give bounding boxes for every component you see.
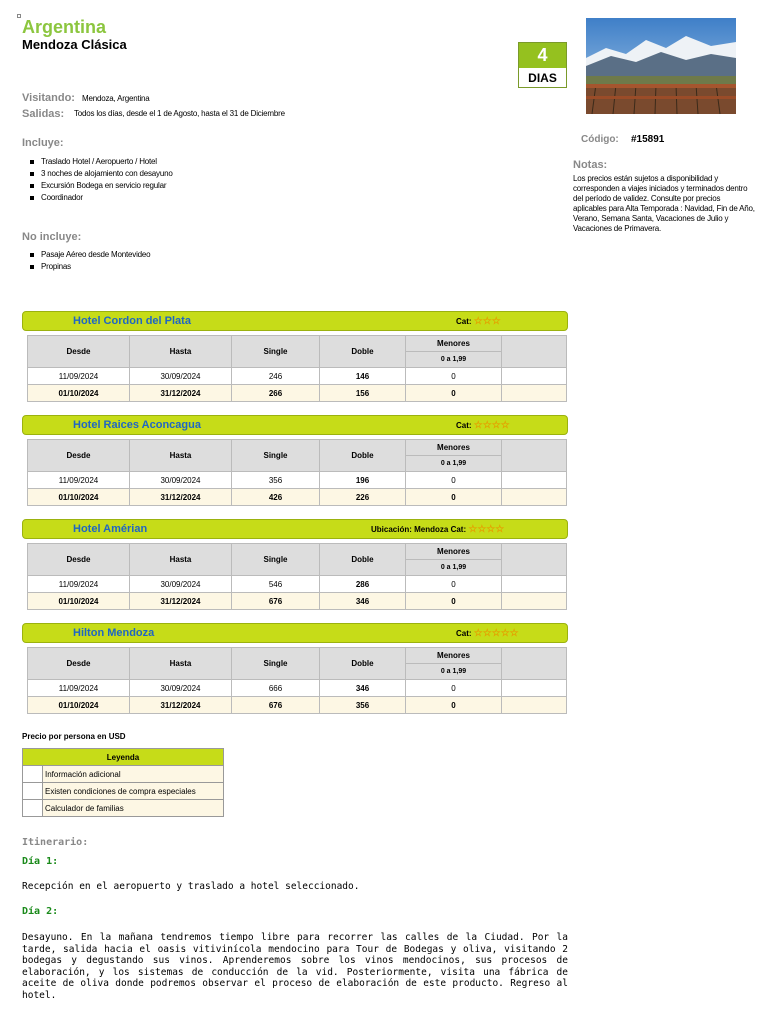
category-label: Ubicación: Mendoza Cat: bbox=[371, 525, 467, 534]
salidas-label: Salidas: bbox=[22, 108, 65, 120]
legend-item-info: Información adicional bbox=[43, 766, 224, 783]
visitando-label: Visitando: bbox=[22, 92, 75, 104]
cell-single: 666 bbox=[232, 680, 320, 697]
col-hasta: Hasta bbox=[130, 336, 232, 368]
cell-doble: 356 bbox=[320, 697, 406, 714]
notes-label: Notas: bbox=[573, 159, 608, 171]
table-row bbox=[28, 472, 567, 489]
col-desde: Desde bbox=[28, 544, 130, 576]
cell-menores: 0 bbox=[406, 697, 502, 714]
days-number: 4 bbox=[519, 43, 566, 68]
hotel-name-link[interactable]: Hilton Mendoza bbox=[73, 627, 155, 639]
legend-item-family: Calculador de familias bbox=[43, 800, 224, 817]
table-row bbox=[28, 385, 567, 402]
cell-single: 676 bbox=[232, 593, 320, 610]
star-rating-icon: ☆☆☆☆ bbox=[468, 524, 505, 535]
col-hasta: Hasta bbox=[130, 648, 232, 680]
col-hasta: Hasta bbox=[130, 440, 232, 472]
cell-desde: 01/10/2024 bbox=[28, 697, 130, 714]
rates-table bbox=[27, 439, 567, 506]
day-1-text: Recepción en el aeropuerto y traslado a hotel seleccionado. bbox=[22, 881, 360, 892]
cell-single: 356 bbox=[232, 472, 320, 489]
hotel-block bbox=[22, 623, 568, 714]
category-label: Cat: bbox=[456, 317, 472, 326]
cell-doble: 226 bbox=[320, 489, 406, 506]
list-item: Excursión Bodega en servicio regular bbox=[22, 180, 173, 192]
col-desde: Desde bbox=[28, 440, 130, 472]
cell-desde: 01/10/2024 bbox=[28, 385, 130, 402]
cell-hasta: 31/12/2024 bbox=[130, 489, 232, 506]
table-row bbox=[28, 368, 567, 385]
hotel-name-link[interactable]: Hotel Amérian bbox=[73, 523, 148, 535]
col-empty bbox=[502, 336, 567, 368]
hotel-block bbox=[22, 519, 568, 610]
col-single: Single bbox=[232, 648, 320, 680]
cell-single: 426 bbox=[232, 489, 320, 506]
cell-hasta: 30/09/2024 bbox=[130, 472, 232, 489]
rates-table bbox=[27, 647, 567, 714]
hotel-category bbox=[456, 316, 501, 327]
hotel-header-bar bbox=[22, 623, 568, 643]
cell-menores: 0 bbox=[406, 593, 502, 610]
hotel-header-bar bbox=[22, 311, 568, 331]
list-item: Coordinador bbox=[22, 192, 173, 204]
code-value: #15891 bbox=[631, 134, 665, 145]
excludes-label: No incluye: bbox=[22, 231, 82, 243]
notes-text: Los precios están sujetos a disponibilidad y corresponden a viajes iniciados y terminados dentro del período de validez. Consulte por precios aplicables para Alta Temporada : Navidad, Fin de Año, Verano, Semana Santa, Vacaciones de Julio y Vacaciones de Primavera. bbox=[573, 174, 755, 233]
col-menores: Menores bbox=[406, 440, 502, 456]
cell-empty bbox=[502, 593, 567, 610]
corner-marker bbox=[17, 14, 21, 18]
hotel-block bbox=[22, 311, 568, 402]
col-doble: Doble bbox=[320, 544, 406, 576]
destination-photo bbox=[586, 18, 736, 114]
hotel-category bbox=[371, 524, 504, 535]
cell-single: 266 bbox=[232, 385, 320, 402]
legend-title: Leyenda bbox=[23, 749, 224, 766]
hotel-category bbox=[456, 420, 510, 431]
cell-single: 676 bbox=[232, 697, 320, 714]
cell-hasta: 30/09/2024 bbox=[130, 680, 232, 697]
col-menores: Menores bbox=[406, 648, 502, 664]
col-menores-range: 0 a 1,99 bbox=[406, 560, 502, 576]
star-rating-icon: ☆☆☆ bbox=[473, 316, 501, 327]
table-row bbox=[28, 697, 567, 714]
col-doble: Doble bbox=[320, 336, 406, 368]
legend-table bbox=[22, 748, 224, 817]
price-note: Precio por persona en USD bbox=[22, 732, 126, 741]
col-menores-range: 0 a 1,99 bbox=[406, 664, 502, 680]
country-title: Argentina bbox=[22, 17, 107, 37]
cell-empty bbox=[502, 680, 567, 697]
cell-empty bbox=[502, 368, 567, 385]
cell-empty bbox=[502, 385, 567, 402]
col-empty bbox=[502, 544, 567, 576]
hotel-name-link[interactable]: Hotel Cordon del Plata bbox=[73, 315, 191, 327]
cell-hasta: 31/12/2024 bbox=[130, 593, 232, 610]
cell-single: 246 bbox=[232, 368, 320, 385]
cell-desde: 01/10/2024 bbox=[28, 593, 130, 610]
col-desde: Desde bbox=[28, 336, 130, 368]
days-badge bbox=[518, 42, 567, 88]
hotel-block bbox=[22, 415, 568, 506]
rates-table bbox=[27, 335, 567, 402]
col-menores: Menores bbox=[406, 544, 502, 560]
cell-doble: 146 bbox=[320, 368, 406, 385]
col-menores-range: 0 a 1,99 bbox=[406, 456, 502, 472]
legend-item-conditions: Existen condiciones de compra especiales bbox=[43, 783, 224, 800]
cell-single: 546 bbox=[232, 576, 320, 593]
hotel-category bbox=[456, 628, 519, 639]
col-single: Single bbox=[232, 440, 320, 472]
col-desde: Desde bbox=[28, 648, 130, 680]
cell-menores: 0 bbox=[406, 576, 502, 593]
rates-table bbox=[27, 543, 567, 610]
list-item: Pasaje Aéreo desde Montevideo bbox=[22, 249, 150, 261]
table-row bbox=[28, 680, 567, 697]
col-empty bbox=[502, 440, 567, 472]
code-label: Código: bbox=[581, 134, 619, 145]
col-single: Single bbox=[232, 336, 320, 368]
cell-menores: 0 bbox=[406, 385, 502, 402]
cell-empty bbox=[502, 472, 567, 489]
cell-empty bbox=[502, 697, 567, 714]
list-item: Propinas bbox=[22, 261, 150, 273]
cell-menores: 0 bbox=[406, 489, 502, 506]
cell-doble: 346 bbox=[320, 680, 406, 697]
col-single: Single bbox=[232, 544, 320, 576]
special-conditions-icon bbox=[23, 783, 43, 800]
day-1-title: Día 1: bbox=[22, 856, 59, 867]
list-item: 3 noches de alojamiento con desayuno bbox=[22, 168, 173, 180]
day-2-text: Desayuno. En la mañana tendremos tiempo libre para recorrer las calles de la Ciudad. Por la tarde, salida hacia el oasis vitivinícola mendocino para Tour de Bodegas y oliva, visitando 2 bodegas y degustando sus vinos. Aprenderemos sobre los vinos mendocinos, sus procesos de elaboración, y los sistemas de conducción de la vid. Posteriormente, visita una fábrica de aceite de oliva donde podremos observar el proceso de elaboración de este producto. Regreso al hotel. bbox=[22, 932, 568, 1001]
cell-menores: 0 bbox=[406, 472, 502, 489]
cell-desde: 01/10/2024 bbox=[28, 489, 130, 506]
cell-doble: 156 bbox=[320, 385, 406, 402]
days-label: DIAS bbox=[528, 71, 557, 85]
cell-desde: 11/09/2024 bbox=[28, 680, 130, 697]
cell-desde: 11/09/2024 bbox=[28, 472, 130, 489]
table-row bbox=[28, 489, 567, 506]
col-menores-range: 0 a 1,99 bbox=[406, 352, 502, 368]
cell-doble: 346 bbox=[320, 593, 406, 610]
day-2-title: Día 2: bbox=[22, 906, 59, 917]
includes-list bbox=[22, 156, 173, 204]
hotel-header-bar bbox=[22, 415, 568, 435]
cell-doble: 286 bbox=[320, 576, 406, 593]
cell-menores: 0 bbox=[406, 368, 502, 385]
col-doble: Doble bbox=[320, 440, 406, 472]
excludes-list bbox=[22, 249, 150, 273]
table-row bbox=[28, 576, 567, 593]
col-hasta: Hasta bbox=[130, 544, 232, 576]
visitando-value: Mendoza, Argentina bbox=[82, 94, 150, 103]
cell-desde: 11/09/2024 bbox=[28, 368, 130, 385]
list-item: Traslado Hotel / Aeropuerto / Hotel bbox=[22, 156, 173, 168]
cell-hasta: 30/09/2024 bbox=[130, 576, 232, 593]
col-menores: Menores bbox=[406, 336, 502, 352]
hotel-name-link[interactable]: Hotel Raices Aconcagua bbox=[73, 419, 201, 431]
cell-menores: 0 bbox=[406, 680, 502, 697]
cell-hasta: 31/12/2024 bbox=[130, 697, 232, 714]
itinerary-label: Itinerario: bbox=[22, 837, 89, 848]
cell-desde: 11/09/2024 bbox=[28, 576, 130, 593]
category-label: Cat: bbox=[456, 421, 472, 430]
package-title: Mendoza Clásica bbox=[22, 37, 127, 52]
cell-empty bbox=[502, 489, 567, 506]
info-icon bbox=[23, 766, 43, 783]
category-label: Cat: bbox=[456, 629, 472, 638]
col-empty bbox=[502, 648, 567, 680]
family-calculator-icon bbox=[23, 800, 43, 817]
cell-empty bbox=[502, 576, 567, 593]
star-rating-icon: ☆☆☆☆ bbox=[473, 420, 510, 431]
table-row bbox=[28, 593, 567, 610]
star-rating-icon: ☆☆☆☆☆ bbox=[473, 628, 519, 639]
cell-hasta: 31/12/2024 bbox=[130, 385, 232, 402]
salidas-value: Todos los días, desde el 1 de Agosto, hasta el 31 de Diciembre bbox=[74, 109, 285, 118]
includes-label: Incluye: bbox=[22, 137, 64, 149]
cell-hasta: 30/09/2024 bbox=[130, 368, 232, 385]
hotel-header-bar bbox=[22, 519, 568, 539]
col-doble: Doble bbox=[320, 648, 406, 680]
cell-doble: 196 bbox=[320, 472, 406, 489]
